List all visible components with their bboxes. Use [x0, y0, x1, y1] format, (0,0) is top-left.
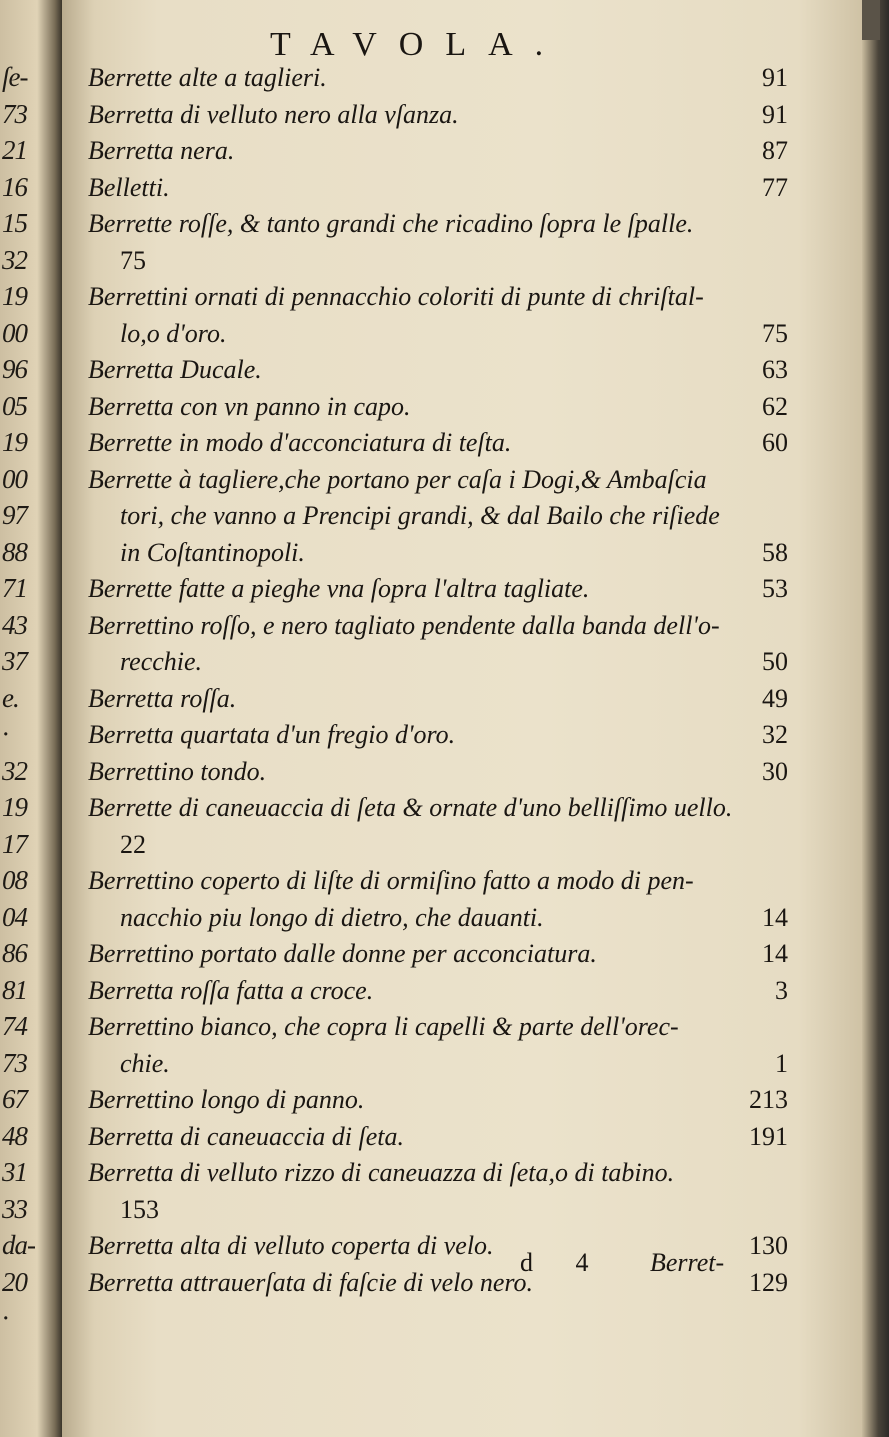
facing-page-fragment: 73 — [2, 1047, 27, 1078]
index-entry — [88, 936, 788, 973]
facing-page-fragment: 16 — [2, 171, 27, 202]
index-entry — [88, 1119, 788, 1156]
index-entry — [88, 97, 788, 134]
facing-page-fragment: 08 — [2, 865, 27, 895]
index-entry — [88, 170, 788, 207]
index-entry — [88, 681, 788, 718]
page-reference: 75 — [120, 245, 146, 275]
entry-text-line: Berretta Ducale. — [88, 355, 262, 384]
index-entry — [88, 608, 788, 681]
facing-page-fragment: ſe- — [2, 62, 28, 92]
entry-text-line: Berrette roſſe, & tanto grandi che ricadino ſopra le ſpalle. — [88, 209, 694, 238]
index-entry — [88, 717, 788, 754]
facing-page-fragment: 00 — [2, 463, 27, 494]
facing-page-fragment: 19 — [2, 281, 27, 311]
entry-text-line: chie. — [120, 1048, 170, 1078]
facing-page-fragment: 05 — [2, 390, 27, 421]
facing-page-fragment: 17 — [2, 828, 27, 859]
page-reference: 129 — [749, 1267, 788, 1297]
index-entry — [88, 389, 788, 426]
entry-text-line: in Coſtantinopoli. — [120, 537, 305, 567]
entry-text-line: Berrettino coperto di liſte di ormiſino fatto a modo di pen- — [88, 866, 694, 895]
entry-text-line: recchie. — [120, 647, 203, 676]
entry-text-line: Berretta alta di velluto coperta di velo. — [88, 1231, 494, 1260]
entry-text-line: Berrettino bianco, che copra li capelli & parte dell'orec- — [88, 1012, 679, 1041]
page-reference: 58 — [762, 537, 788, 567]
entry-text-line: Berrettini ornati di pennacchio coloriti di punte di chriſtal- — [88, 282, 704, 311]
facing-page-edge — [0, 0, 62, 1437]
entry-text-line: Berrette à tagliere,che portano per caſa i Dogi,& Ambaſcia — [88, 464, 707, 494]
page-reference: 153 — [120, 1194, 159, 1224]
index-entry — [88, 754, 788, 791]
entry-text-line: Berretta roſſa. — [88, 683, 237, 713]
index-entry — [88, 133, 788, 170]
page-reference: 91 — [762, 99, 788, 129]
facing-page-fragment: 86 — [2, 938, 27, 968]
facing-page-fragment: 33 — [2, 1193, 27, 1224]
index-entry — [88, 462, 788, 572]
facing-page-fragment: 00 — [2, 317, 27, 348]
entry-text-line: Berrettino roſſo, e nero tagliato pendente dalla banda dell'o- — [88, 610, 720, 640]
page-reference: 62 — [762, 391, 788, 421]
entry-text-line: Berretta roſſa fatta a croce. — [88, 975, 374, 1005]
index-entry — [88, 863, 788, 936]
page-fore-edge — [862, 0, 889, 1437]
index-entries — [88, 60, 788, 1301]
facing-page-fragment: 81 — [2, 974, 27, 1005]
facing-page-fragment: · — [2, 1303, 8, 1333]
page-reference: 3 — [775, 975, 788, 1005]
facing-page-fragment: 73 — [2, 98, 27, 129]
page-reference: 53 — [762, 574, 788, 603]
entry-text-line: Berrettino tondo. — [88, 756, 267, 786]
entry-text-line: Berretta quartata d'un fregio d'oro. — [88, 720, 456, 749]
page-reference: 14 — [762, 939, 788, 968]
page-reference: 1 — [775, 1048, 788, 1078]
facing-page-fragment: 97 — [2, 500, 27, 530]
index-entry — [88, 60, 788, 97]
facing-page-fragment: 32 — [2, 244, 27, 275]
facing-page-fragment: e. — [2, 682, 19, 713]
page-reference: 60 — [762, 428, 788, 457]
index-entry — [88, 425, 788, 462]
entry-text-line: Berretta nera. — [88, 136, 235, 165]
entry-text-line: Berrette di caneuaccia di ſeta & ornate d'uno belliſſimo uello. — [88, 793, 733, 822]
index-entry — [88, 279, 788, 352]
facing-page-fragment: 15 — [2, 208, 27, 238]
entry-text-line: Berrettino portato dalle donne per acconciatura. — [88, 939, 597, 968]
index-entry — [88, 790, 788, 863]
facing-page-fragment: 32 — [2, 755, 27, 786]
page-reference: 22 — [120, 829, 146, 859]
page-reference: 87 — [762, 136, 788, 165]
entry-text-line: tori, che vanno a Prencipi grandi, & dal Bailo che riſiede — [120, 501, 720, 530]
facing-page-fragment: 21 — [2, 135, 27, 165]
entry-text-line: Berretta attrauerſata di faſcie di velo nero. — [88, 1267, 534, 1297]
entry-text-line: Berretta di velluto nero alla vſanza. — [88, 99, 459, 129]
entry-text-line: Berrette in modo d'acconciatura di teſta. — [88, 428, 512, 457]
facing-page-fragment: 88 — [2, 536, 27, 567]
entry-text-line: Berretta con vn panno in capo. — [88, 391, 411, 421]
page-footer — [520, 1248, 725, 1278]
facing-page-fragment: 96 — [2, 354, 27, 384]
facing-page-fragment: 71 — [2, 573, 27, 603]
signature-mark: d 4 — [520, 1248, 607, 1277]
facing-page-fragment: 20 — [2, 1266, 27, 1297]
page-reference: 32 — [762, 720, 788, 749]
entry-text-line: Berretta di caneuaccia di ſeta. — [88, 1121, 404, 1151]
page-reference: 191 — [749, 1121, 788, 1151]
page-reference: 50 — [762, 647, 788, 676]
facing-page-fragment: 19 — [2, 427, 27, 457]
index-entry — [88, 973, 788, 1010]
catchword: Berret- — [650, 1248, 725, 1277]
facing-page-fragment: 48 — [2, 1120, 27, 1151]
page-corner-tab — [862, 0, 880, 40]
entry-text-line: Berretta di velluto rizzo di caneuazza di ſeta,o di tabino. — [88, 1158, 675, 1187]
facing-page-fragment: · — [2, 719, 8, 749]
page-reference: 130 — [749, 1231, 788, 1260]
page-reference: 30 — [762, 756, 788, 786]
facing-page-fragment: 43 — [2, 609, 27, 640]
entry-text-line: Berrette fatte a pieghe vna ſopra l'altra tagliate. — [88, 574, 590, 603]
index-entry — [88, 1155, 788, 1228]
page-reference: 75 — [762, 318, 788, 348]
entry-text-line: lo,o d'oro. — [120, 318, 227, 348]
index-entry — [88, 571, 788, 608]
entry-text-line: nacchio piu longo di dietro, che dauanti. — [120, 902, 544, 932]
page-header: TAVOLA. — [270, 26, 566, 63]
page-reference: 213 — [749, 1085, 788, 1114]
page-reference: 91 — [762, 63, 788, 92]
page-reference: 77 — [762, 172, 788, 202]
facing-page-fragment: 37 — [2, 646, 27, 676]
entry-text-line: Berrette alte a taglieri. — [88, 63, 327, 92]
page-reference: 63 — [762, 355, 788, 384]
entry-text-line: Belletti. — [88, 172, 170, 202]
page-reference: 14 — [762, 902, 788, 932]
facing-page-fragment: 04 — [2, 901, 27, 932]
facing-page-fragment: 31 — [2, 1157, 27, 1187]
facing-page-fragment: 74 — [2, 1011, 27, 1041]
facing-page-fragment: 19 — [2, 792, 27, 822]
index-entry — [88, 1009, 788, 1082]
index-entry — [88, 1082, 788, 1119]
index-entry — [88, 206, 788, 279]
facing-page-fragment: 67 — [2, 1084, 27, 1114]
entry-text-line: Berrettino longo di panno. — [88, 1085, 365, 1114]
index-entry — [88, 352, 788, 389]
facing-page-fragment: da- — [2, 1230, 35, 1260]
page-reference: 49 — [762, 683, 788, 713]
